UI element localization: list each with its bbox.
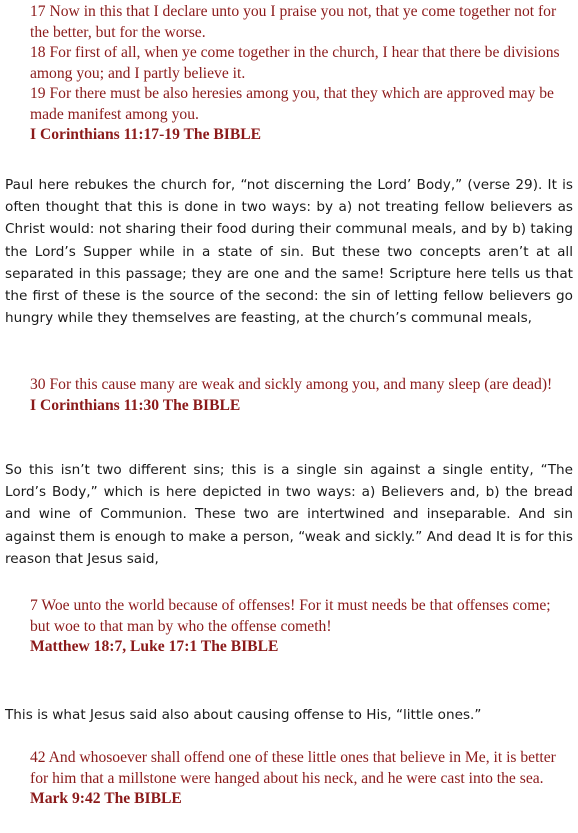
- scripture-quote-matthew-18-7: [30, 596, 560, 658]
- paragraph-rebuke: Paul here rebukes the church for, “not discerning the Lord’ Body,” (verse 29). It is often thought that this is done in two ways: by a) not treating fellow believers as Christ would: not sharing their food during their communal meals, and by b) taking the Lord’s Supper while in a state of sin. But these two concepts aren’t at all separated in this passage; they are one and the same! Scripture here tells us that the first of these is the source of the second: the sin of letting fellow believers go hungry while they themselves are feasting, at the church’s communal meals,: [5, 177, 573, 327]
- verse-19: 19 For there must be also heresies among you, that they which are approved may be made manifest among you.: [30, 85, 554, 123]
- paragraph-little-ones: This is what Jesus said also about causing offense to His, “little ones.”: [5, 707, 482, 723]
- verse-7: 7 Woe unto the world because of offenses! For it must needs be that offenses come; but woe to that man by who the offense cometh!: [30, 597, 551, 635]
- verse-42: 42 And whosoever shall offend one of these little ones that believe in Me, it is better for him that a millstone were hanged about his neck, and he were cast into the sea.: [30, 749, 556, 787]
- verse-30: 30 For this cause many are weak and sickly among you, and many sleep (are dead)!: [30, 376, 553, 393]
- scripture-quote-corinthians-11-30: [30, 375, 560, 416]
- verse-18: 18 For first of all, when ye come together in the church, I hear that there be divisions among you; and I partly believe it.: [30, 44, 560, 82]
- scripture-reference: I Corinthians 11:30 The BIBLE: [30, 396, 241, 414]
- scripture-reference: I Corinthians 11:17-19 The BIBLE: [30, 126, 262, 143]
- scripture-reference: Matthew 18:7, Luke 17:1 The BIBLE: [30, 638, 279, 655]
- verse-17: 17 Now in this that I declare unto you I praise you not, that ye come together not for the better, but for the worse.: [30, 3, 557, 41]
- scripture-quote-mark-9-42: [30, 748, 560, 810]
- scripture-quote-corinthians-11-17-19: [30, 2, 560, 146]
- paragraph-single-sin: So this isn’t two different sins; this is a single sin against a single entity, “The Lord’s Body,” which is here depicted in two ways: a) Believers and, b) the bread and wine of Communion. These two are intertwined and inseparable. And sin against them is enough to make a person, “weak and sickly.” And dead It is for this reason that Jesus said,: [5, 462, 573, 567]
- scripture-reference: Mark 9:42 The BIBLE: [30, 790, 182, 807]
